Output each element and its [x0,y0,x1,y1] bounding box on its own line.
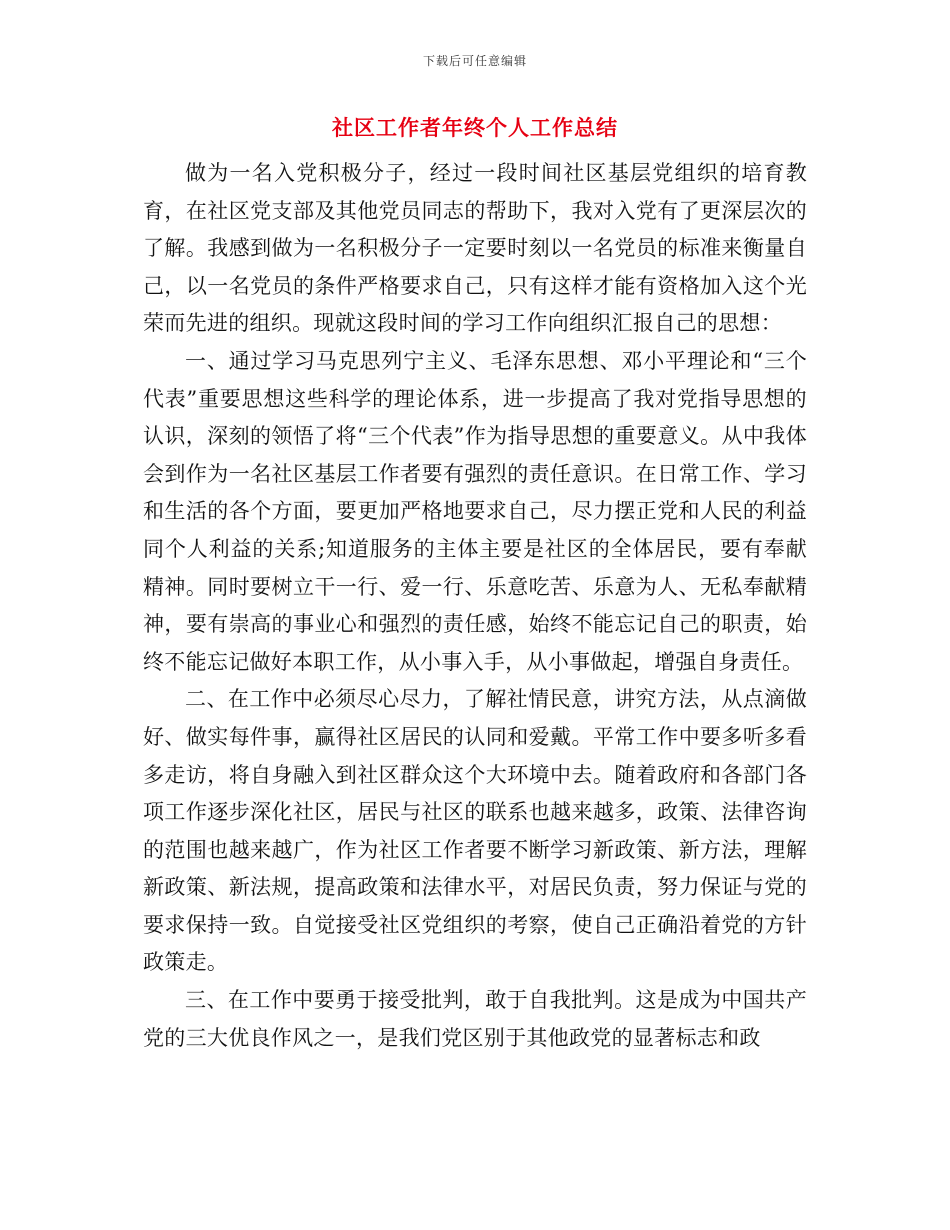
document-body [143,155,807,1057]
paragraph-3: 三、在工作中要勇于接受批判，敢于自我批判。这是成为中国共产党的三大优良作风之一，是我们党区别于其他政党的显著标志和政 [143,988,807,1050]
document-title: 社区工作者年终个人工作总结 [332,115,618,140]
paragraph-1: 一、通过学习马克思列宁主义、毛泽东思想、邓小平理论和“三个代表”重要思想这些科学的理论体系，进一步提高了我对党指导思想的认识，深刻的领悟了将“三个代表”作为指导思想的重要意义。从中我体会到作为一名社区基层工作者要有强烈的责任意识。在日常工作、学习和生活的各个方面，要更加严格地要求自己，尽力摆正党和人民的利益同个人利益的关系;知道服务的主体主要是社区的全体居民，要有奉献精神。同时要树立干一行、爱一行、乐意吃苦、乐意为人、无私奉献精神，要有崇高的事业心和强烈的责任感，始终不能忘记自己的职责，始终不能忘记做好本职工作，从小事入手，从小事做起，增强自身责任。 [143,348,807,674]
header-note: 下载后可任意编辑 [422,54,527,68]
paragraph-intro: 做为一名入党积极分子，经过一段时间社区基层党组织的培育教育，在社区党支部及其他党员同志的帮助下，我对入党有了更深层次的了解。我感到做为一名积极分子一定要时刻以一名党员的标准来衡量自己，以一名党员的条件严格要求自己，只有这样才能有资格加入这个光荣而先进的组织。现就这段时间的学习工作向组织汇报自己的思想： [143,161,807,336]
paragraph-2: 二、在工作中必须尽心尽力，了解社情民意，讲究方法，从点滴做好、做实每件事，赢得社区居民的认同和爱戴。平常工作中要多听多看多走访，将自身融入到社区群众这个大环境中去。随着政府和各部门各项工作逐步深化社区，居民与社区的联系也越来越多，政策、法律咨询的范围也越来越广，作为社区工作者要不断学习新政策、新方法，理解新政策、新法规，提高政策和法律水平，对居民负责，努力保证与党的要求保持一致。自觉接受社区党组织的考察，使自己正确沿着党的方针政策走。 [143,687,807,975]
